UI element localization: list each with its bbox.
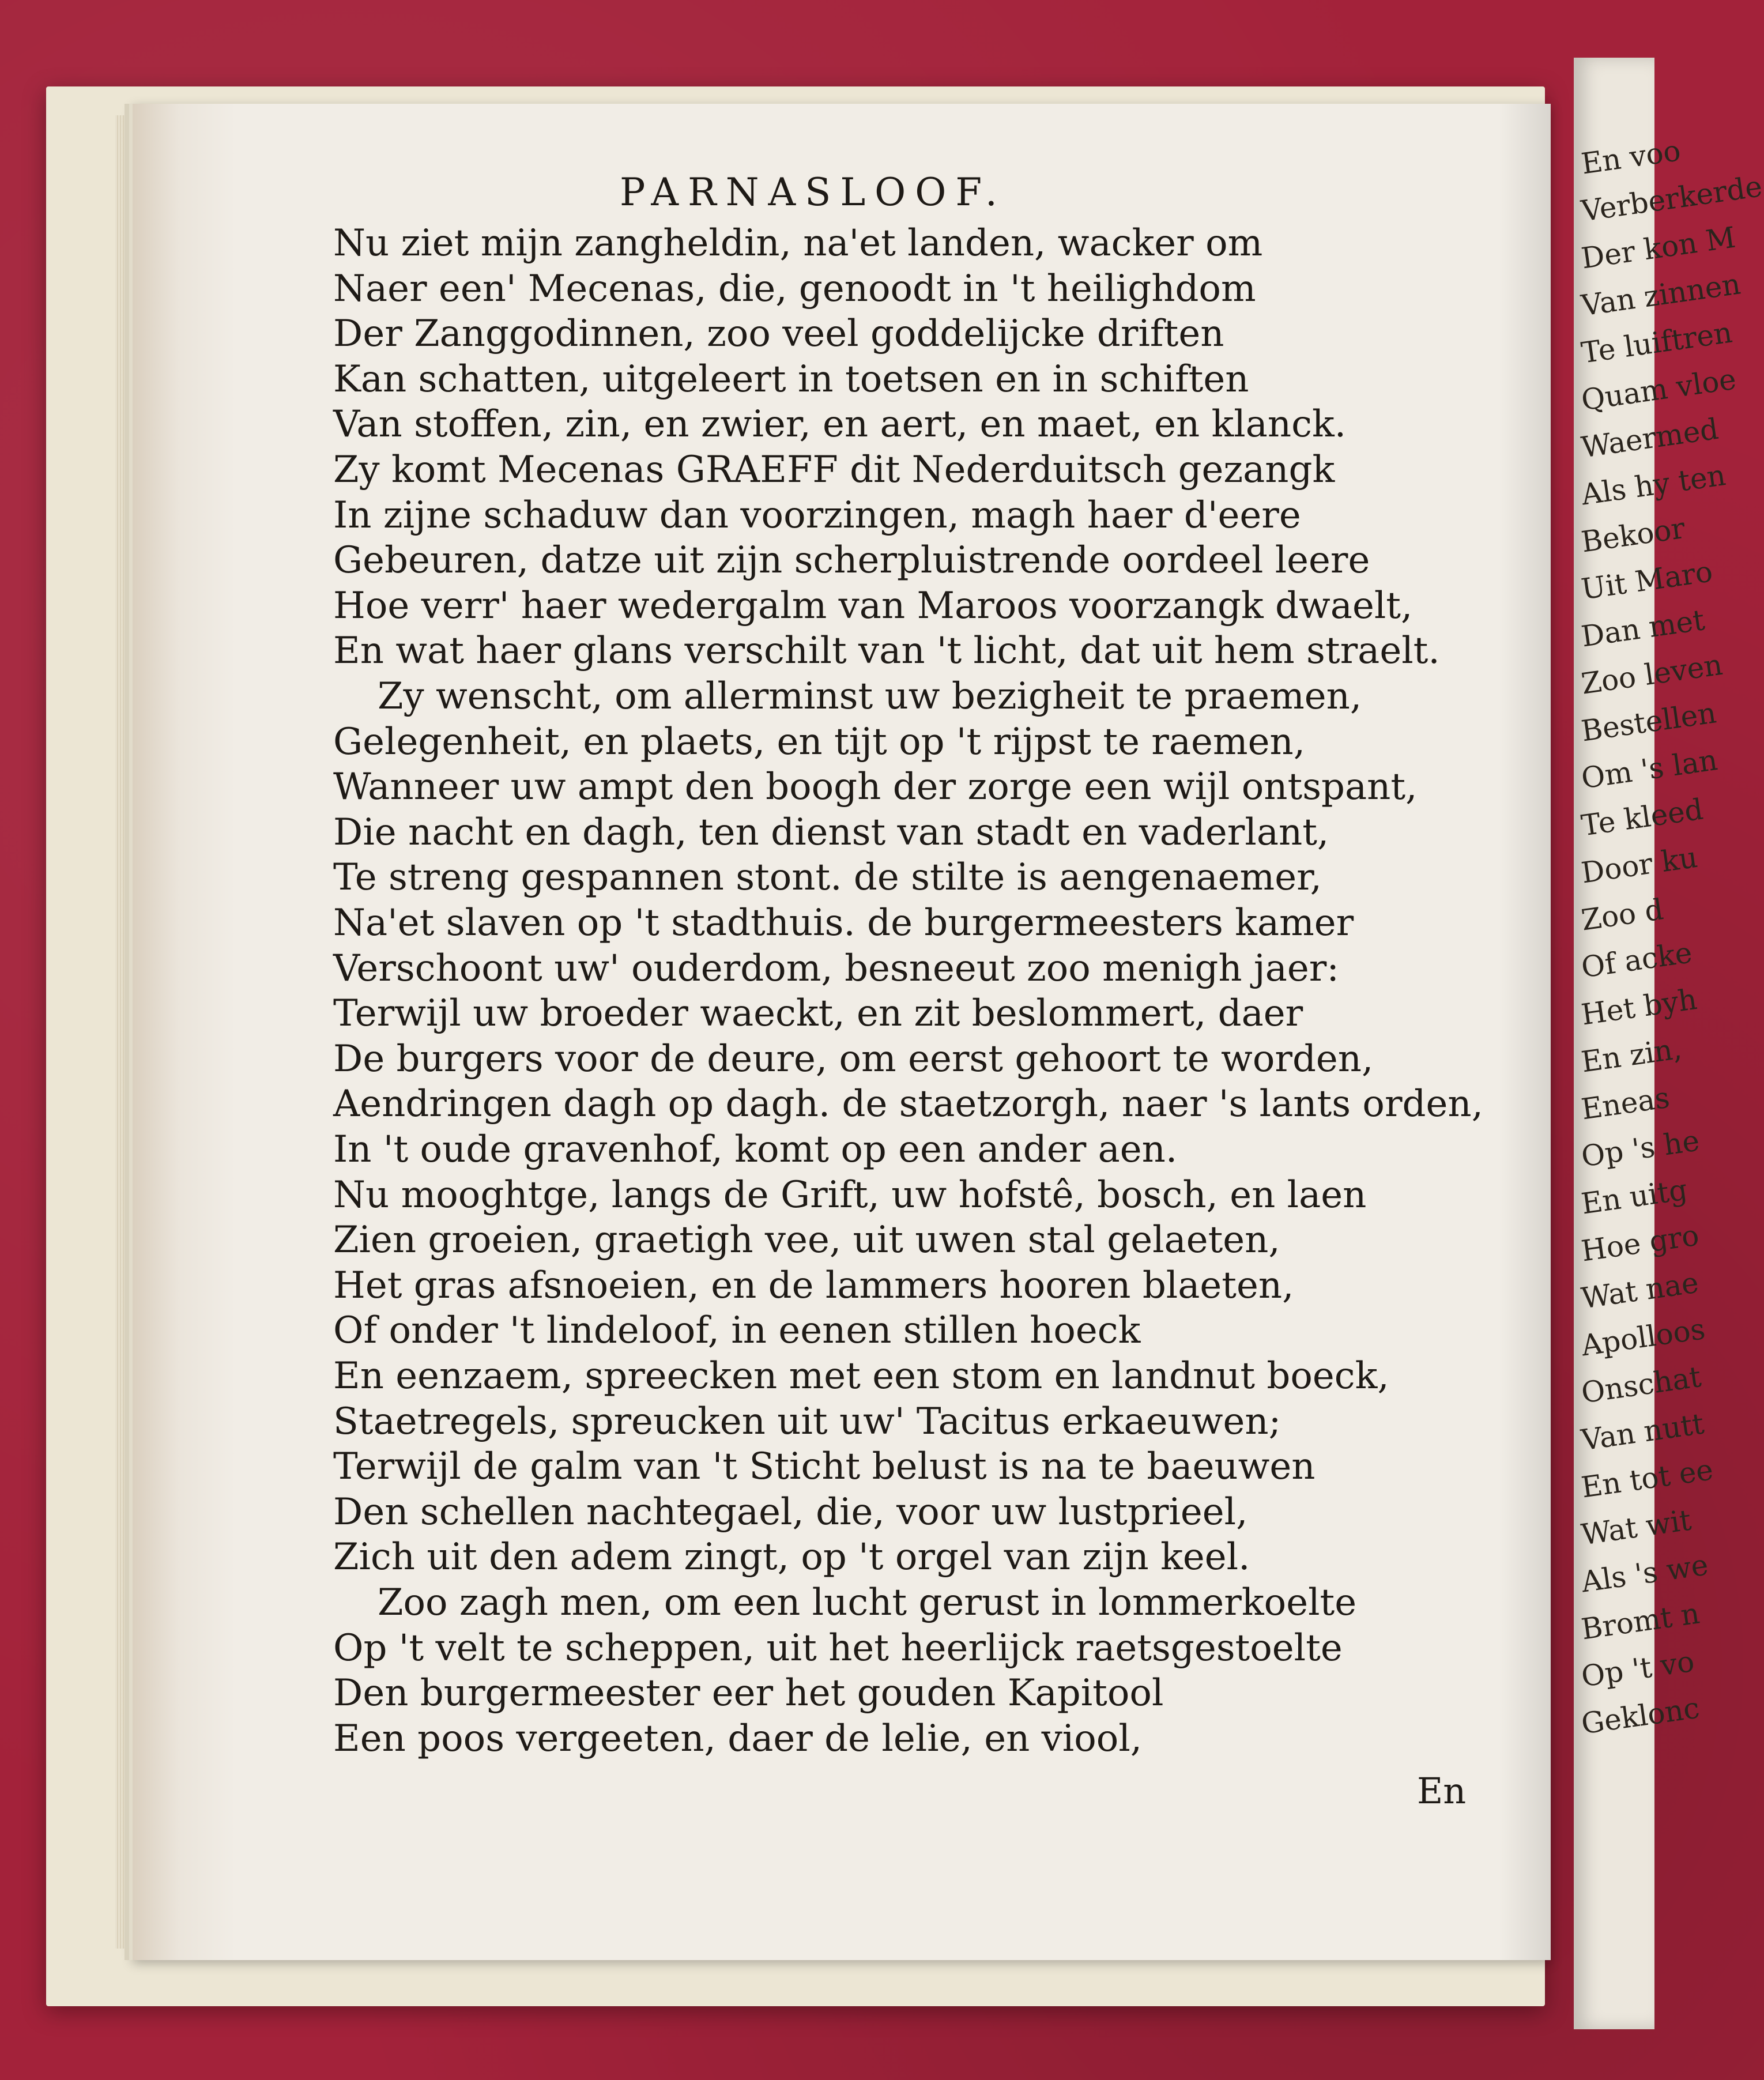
poem-line: Nu mooghtge, langs de Grift, uw hofstê, bosch, en laen bbox=[333, 1173, 1367, 1216]
poem-line: Nu ziet mijn zangheldin, na'et landen, wacker om bbox=[333, 222, 1263, 265]
poem-line: En wat haer glans verschilt van 't licht, dat uit hem straelt. bbox=[333, 630, 1440, 673]
facing-page-fragment: Quam vloe bbox=[1579, 362, 1739, 417]
facing-page-fragment: Zoo d bbox=[1579, 892, 1665, 937]
poem-line: Aendringen dagh op dagh. de staetzorgh, naer 's lants orden, bbox=[333, 1083, 1483, 1126]
facing-page-fragment: Op 's he bbox=[1579, 1124, 1702, 1174]
facing-page-fragment: Apolloos bbox=[1579, 1312, 1708, 1363]
poem-line: Der Zanggodinnen, zoo veel goddelijcke driften bbox=[333, 312, 1224, 356]
page-edges bbox=[115, 115, 133, 1949]
facing-page-fragment: Van zinnen bbox=[1579, 267, 1743, 323]
poem-line: Van stoffen, zin, en zwier, en aert, en maet, en klanck. bbox=[333, 403, 1347, 446]
facing-page-fragment: Dan met bbox=[1579, 603, 1707, 654]
facing-page-fragment: Op 't vo bbox=[1579, 1644, 1697, 1694]
poem-line: Den schellen nachtegael, die, voor uw lustprieel, bbox=[333, 1490, 1248, 1533]
poem-line: Kan schatten, uitgeleert in toetsen en in schiften bbox=[333, 357, 1249, 401]
poem-line: Staetregels, spreucken uit uw' Tacitus erkaeuwen; bbox=[333, 1400, 1281, 1443]
facing-page-fragment: Bromt n bbox=[1579, 1596, 1702, 1646]
facing-page-fragment: Te kleed bbox=[1579, 792, 1705, 843]
facing-page-fragment: Eneas bbox=[1579, 1080, 1672, 1126]
poem-line: Op 't velt te scheppen, uit het heerlijck raetsgestoelte bbox=[333, 1626, 1343, 1670]
poem-line: Hoe verr' haer wedergalm van Maroos voorzangk dwaelt, bbox=[333, 584, 1413, 627]
poem-line: Naer een' Mecenas, die, genoodt in 't heilighdom bbox=[333, 267, 1256, 310]
poem-line: Gelegenheit, en plaets, en tijt op 't rijpst te raemen, bbox=[333, 720, 1306, 763]
poem-line: Of onder 't lindeloof, in eenen stillen hoeck bbox=[333, 1309, 1141, 1352]
poem-line: Den burgermeester eer het gouden Kapitool bbox=[333, 1672, 1164, 1715]
poem-line: Zoo zagh men, om een lucht gerust in lommerkoelte bbox=[378, 1581, 1357, 1624]
facing-page-fragment: Bestellen bbox=[1579, 696, 1718, 748]
facing-page-fragment: En tot ee bbox=[1579, 1453, 1716, 1505]
poem-line: Zich uit den adem zingt, op 't orgel van zijn keel. bbox=[333, 1536, 1250, 1579]
poem-line: Terwijl de galm van 't Sticht belust is na te baeuwen bbox=[333, 1445, 1316, 1489]
facing-page-fragment: En zin, bbox=[1579, 1031, 1684, 1079]
facing-page-fragment: Om 's lan bbox=[1579, 743, 1720, 796]
facing-page-fragment: Zoo leven bbox=[1579, 647, 1725, 701]
facing-page-fragment: Te luiftren bbox=[1579, 315, 1735, 370]
facing-page-fragment: Wat nae bbox=[1579, 1265, 1701, 1316]
facing-page-fragment: En voo bbox=[1579, 133, 1683, 181]
catchword: En bbox=[1417, 1770, 1467, 1812]
running-header: PARNASLOOF. bbox=[620, 170, 1007, 214]
facing-page-fragment: Waermed bbox=[1579, 412, 1721, 465]
facing-page-fragment: Door ku bbox=[1579, 840, 1700, 890]
poem-line: Zy wenscht, om allerminst uw bezigheit te praemen, bbox=[378, 675, 1362, 718]
facing-page-fragment: Als 's we bbox=[1579, 1548, 1710, 1599]
facing-page-fragment: Als hy ten bbox=[1579, 458, 1728, 512]
facing-page-fragment: Geklonc bbox=[1579, 1691, 1702, 1741]
poem-line: Gebeuren, datze uit zijn scherpluistrende oordeel leere bbox=[333, 539, 1370, 582]
poem-line: Zy komt Mecenas GRAEFF dit Nederduitsch gezangk bbox=[333, 449, 1335, 491]
poem-line: Terwijl uw broeder waeckt, en zit beslommert, daer bbox=[333, 992, 1303, 1035]
facing-page-fragment: Hoe gro bbox=[1579, 1218, 1701, 1268]
facing-page-fragment: Uit Maro bbox=[1579, 555, 1715, 606]
poem-line: Die nacht en dagh, ten dienst van stadt en vaderlant, bbox=[333, 811, 1329, 854]
poem-line: In 't oude gravenhof, komt op een ander aen. bbox=[333, 1128, 1178, 1171]
poem-line: Een poos vergeeten, daer de lelie, en viool, bbox=[333, 1717, 1143, 1760]
facing-page-fragment: Of acke bbox=[1579, 936, 1694, 985]
poem-line: In zijne schaduw dan voorzingen, magh haer d'eere bbox=[333, 493, 1301, 537]
poem-line: En eenzaem, spreecken met een stom en landnut boeck, bbox=[333, 1355, 1389, 1397]
poem-line: De burgers voor de deure, om eerst gehoort te worden, bbox=[333, 1037, 1374, 1080]
poem-line: Het gras afsnoeien, en de lammers hooren blaeten, bbox=[333, 1264, 1294, 1307]
facing-page-fragment: Der kon M bbox=[1579, 220, 1738, 276]
poem-line: Zien groeien, graetigh vee, uit uwen stal gelaeten, bbox=[333, 1219, 1280, 1262]
facing-page-fragment: Onschat bbox=[1579, 1359, 1703, 1410]
facing-page-fragment: Van nutt bbox=[1579, 1407, 1706, 1457]
facing-page-fragment: Het byh bbox=[1579, 982, 1699, 1032]
poem-line: Wanneer uw ampt den boogh der zorge een wijl ontspant, bbox=[333, 766, 1418, 809]
poem-line: Verschoont uw' ouderdom, besneeut zoo menigh jaer: bbox=[333, 947, 1339, 990]
poem-line: Na'et slaven op 't stadthuis. de burgermeesters kamer bbox=[333, 902, 1354, 944]
facing-page-fragment: Wat wit bbox=[1579, 1503, 1694, 1552]
facing-page-fragment: Verberkerde bbox=[1579, 169, 1764, 228]
facing-page-fragment: En uitg bbox=[1579, 1173, 1690, 1221]
facing-page-fragment: Bekoor bbox=[1579, 511, 1687, 559]
facing-page bbox=[1574, 58, 1764, 2029]
poem-line: Te streng gespannen stont. de stilte is aengenaemer, bbox=[333, 856, 1322, 899]
